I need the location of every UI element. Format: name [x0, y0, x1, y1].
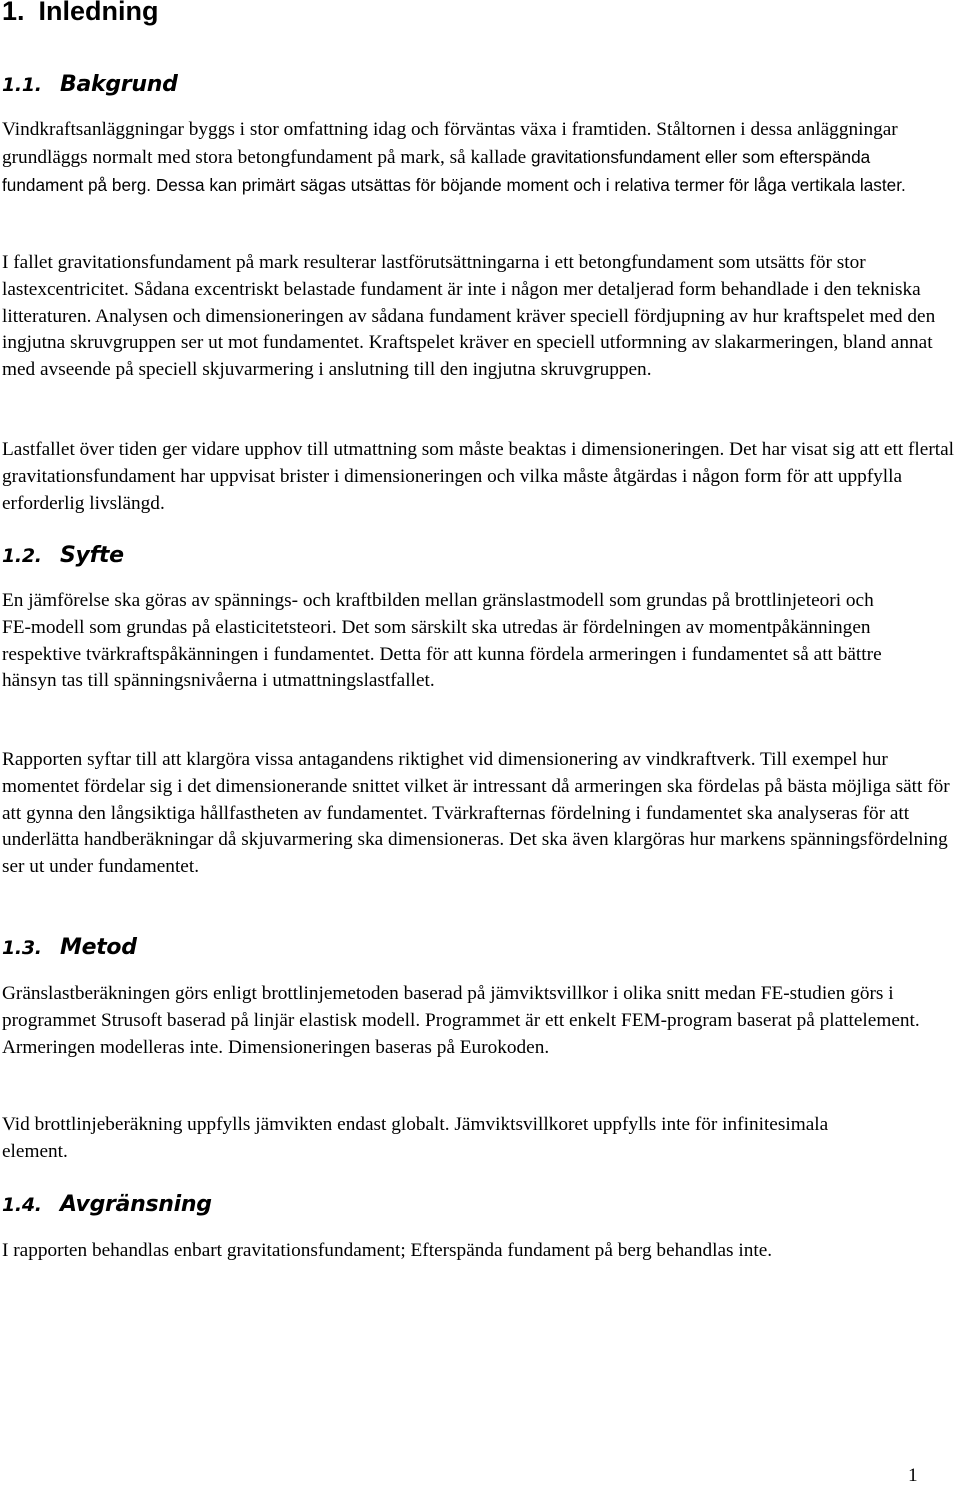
- paragraph-serif-part: Vindkraftsanläggningar byggs i stor omfattning idag och förväntas växa i framtiden. Ståltornen i dessa anläggningar grundläggs normalt med stora betongfundament på mark, så kallade: [2, 119, 898, 168]
- paragraph-bakgrund-3: Lastfallet över tiden ger vidare upphov till utmattning som måste beaktas i dimensioneringen. Det har visat sig att ett flertal gravitationsfundament har uppvisat brister i dimensioneringen och vilka måste åtgärdas i någon form för att uppfylla erforderlig livslängd.: [2, 439, 955, 514]
- paragraph-bakgrund-1: [2, 117, 942, 199]
- section-heading-syfte: [2, 543, 124, 568]
- chapter-number: 1.: [2, 0, 25, 26]
- section-title: Metod: [60, 935, 137, 960]
- section-heading-metod: [2, 935, 137, 960]
- section-number: 1.4.: [2, 1194, 42, 1216]
- paragraph-metod-1: Gränslastberäkningen görs enligt brottlinjemetoden baserad på jämviktsvillkor i olika snitt medan FE-studien görs i programmet Strusoft baserad på linjär elastisk modell. Programmet är ett enkelt FEM-program baserat på plattelement. Armeringen modelleras inte. Dimensioneringen baseras på Eurokoden.: [2, 983, 920, 1058]
- section-title: Syfte: [60, 543, 124, 568]
- section-title: Avgränsning: [60, 1192, 212, 1217]
- chapter-heading: [2, 0, 159, 27]
- section-title: Bakgrund: [60, 72, 178, 97]
- paragraph-syfte-1: En jämförelse ska göras av spännings- och kraftbilden mellan gränslastmodell som grundas på brottlinjeteori och FE-modell som grundas på elasticitetsteori. Det som särskilt ska utredas är fördelningen av momentpåkänningen respektive tvärkraftspåkänningen i fundamentet. Detta för att kunna fördela armeringen i fundamentet så att bättre hänsyn tas till spänningsnivåerna i utmattningslastfallet.: [2, 590, 882, 692]
- section-heading-bakgrund: [2, 72, 178, 97]
- section-heading-avgransning: [2, 1192, 212, 1217]
- chapter-title: Inledning: [38, 0, 159, 26]
- section-number: 1.1.: [2, 74, 42, 96]
- paragraph-avgransning-1: I rapporten behandlas enbart gravitationsfundament; Efterspända fundament på berg behandlas inte.: [2, 1240, 773, 1261]
- section-number: 1.2.: [2, 545, 42, 567]
- page-number: 1: [908, 1465, 918, 1486]
- paragraph-sans-part: gravitationsfundament eller som efterspända fundament på berg. Dessa kan primärt sägas utsättas för böjande moment och i relativa termer för låga vertikala laster.: [2, 146, 906, 195]
- section-number: 1.3.: [2, 937, 42, 959]
- paragraph-metod-2: Vid brottlinjeberäkning uppfylls jämvikten endast globalt. Jämviktsvillkoret uppfylls inte för infinitesimala element.: [2, 1114, 829, 1162]
- paragraph-syfte-2: Rapporten syftar till att klargöra vissa antagandens riktighet vid dimensionering av vindkraftverk. Till exempel hur momentet fördelar sig i det dimensionerande snittet vilket är intressant då armeringen ska fördelas på bästa möjliga sätt för att gynna den långsiktiga hållfastheten av fundamentet. Tvärkrafternas fördelning i fundamentet ska analyseras för att underlätta handberäkningar då skjuvarmering ska dimensioneras. Det ska även klargöras hur markens spänningsfördelning ser ut under fundamentet.: [2, 749, 950, 878]
- paragraph-bakgrund-2: I fallet gravitationsfundament på mark resulterar lastförutsättningarna i ett betongfundament som utsätts för stor lastexcentricitet. Sådana excentriskt belastade fundament är inte i någon mer detaljerad form behandlade i den tekniska litteraturen. Analysen och dimensioneringen av sådana fundament kräver speciell fördjupning av hur kraftspelet med den ingjutna skruvgruppen ser ut mot fundamentet. Kraftspelet kräver en speciell utformning av slakarmeringen, bland annat med avseende på speciell skjuvarmering i anslutning till den ingjutna skruvgruppen.: [2, 252, 936, 381]
